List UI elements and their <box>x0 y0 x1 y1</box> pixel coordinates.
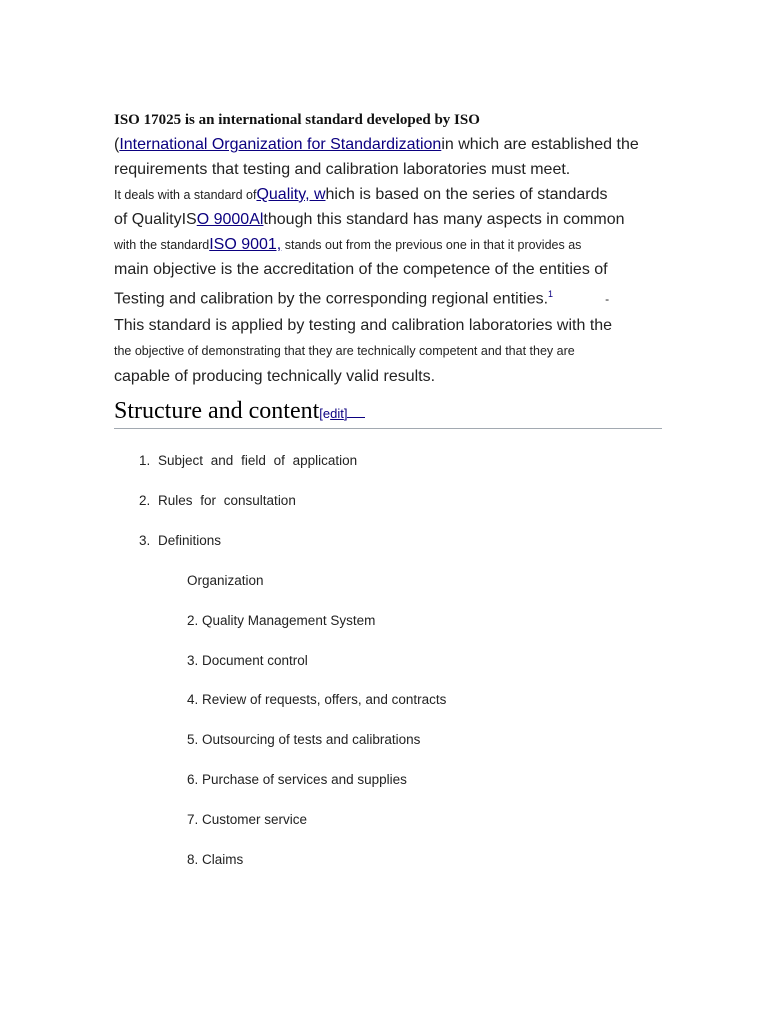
intro-line-4 <box>114 182 662 207</box>
para2-line-2: the objective of demonstrating that they are technically competent and that they are <box>114 344 575 358</box>
edit-link[interactable]: dit <box>330 406 344 421</box>
list-item: 3. Document control <box>187 652 308 668</box>
intro-line-4-rest: hich is based on the series of standards <box>325 186 608 203</box>
footnote-ref[interactable]: 1 <box>548 289 554 299</box>
list-item: 1. Subject and field of application <box>139 453 358 468</box>
section-heading <box>114 395 662 429</box>
para2-line-1: This standard is applied by testing and calibration laboratories with the <box>114 317 613 334</box>
list-item: 4. Review of requests, offers, and contracts <box>187 692 447 708</box>
structure-list <box>139 452 357 572</box>
intro-line-3: requirements that testing and calibration laboratories must meet. <box>114 161 571 178</box>
quality-link[interactable]: Quality, w <box>256 186 326 203</box>
intro-line-6-small: with the standard <box>114 238 210 252</box>
article-body <box>114 108 662 429</box>
edit-underline <box>347 407 365 418</box>
intro-line-6-rest: stands out from the previous one in that it provides as <box>281 238 582 252</box>
list-item: 6. Purchase of services and supplies <box>187 771 407 787</box>
para2-line-3: capable of producing technically valid results. <box>114 368 436 385</box>
section-title: Structure and content <box>114 398 320 424</box>
intro-line-4-small: It deals with a standard of <box>114 188 257 202</box>
dash-mark: - <box>605 292 610 307</box>
intro-line-2 <box>114 132 662 157</box>
sub-structure-list <box>187 572 446 890</box>
edit-section <box>319 406 365 421</box>
open-paren: ( <box>114 136 120 153</box>
list-item: 3. Definitions <box>139 533 222 548</box>
intro-line-7: main objective is the accreditation of the competence of the entities of <box>114 261 608 278</box>
paragraph-2 <box>114 313 662 389</box>
intro-line-6 <box>114 232 662 257</box>
intro-line-8-text: Testing and calibration by the corresponding regional entities. <box>114 290 549 308</box>
list-item: 8. Claims <box>187 851 244 867</box>
intro-line-5 <box>114 207 662 232</box>
list-item: Organization <box>187 573 264 588</box>
intro-line-5-rest: though this standard has many aspects in common <box>263 211 625 228</box>
intro-line-8 <box>114 282 662 307</box>
list-item: 5. Outsourcing of tests and calibrations <box>187 732 421 748</box>
iso-organization-link[interactable]: International Organization for Standardization <box>119 136 442 153</box>
edit-close: ] <box>343 406 348 421</box>
intro-line-1: ISO 17025 is an international standard developed by ISO <box>114 112 480 128</box>
intro-line-2-rest: in which are established the <box>441 136 639 153</box>
iso-9001-link[interactable]: ISO 9001, <box>209 236 282 253</box>
edit-open: [e <box>319 406 331 421</box>
list-item: 2. Quality Management System <box>187 612 376 628</box>
intro-line-5-pre: of QualityIS <box>114 211 197 228</box>
iso-9000-link[interactable]: O 9000Al <box>196 211 264 228</box>
list-item: 2. Rules for consultation <box>139 493 296 508</box>
list-item: 7. Customer service <box>187 811 308 827</box>
